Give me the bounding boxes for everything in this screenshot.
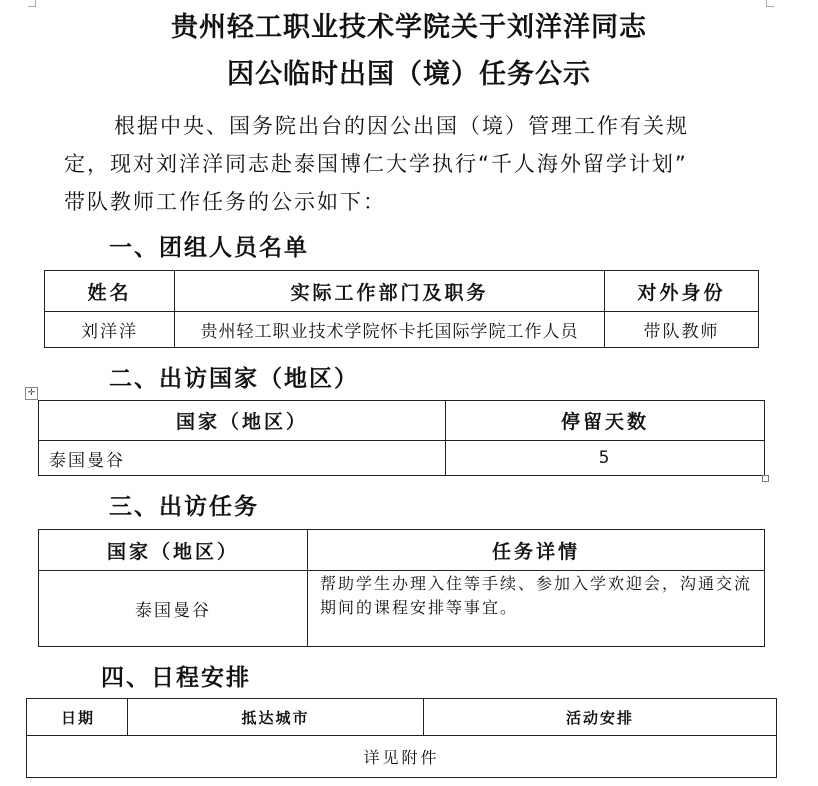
tasks-cell-country: 泰国曼谷 (39, 571, 308, 647)
section2-heading: 二、出访国家（地区） (109, 366, 359, 392)
tasks-cell-details: 帮助学生办理入住等手续、参加入学欢迎会，沟通交流期间的课程安排等事宜。 (308, 571, 765, 647)
table-resize-handle[interactable] (762, 475, 769, 482)
table-row (39, 571, 765, 647)
schedule-header-city: 抵达城市 (128, 699, 424, 736)
document-title-line2: 因公临时出国（境）任务公示 (227, 59, 591, 90)
section3-heading: 三、出访任务 (109, 494, 259, 520)
section1-heading: 一、团组人员名单 (109, 235, 309, 261)
schedule-header-date: 日期 (27, 699, 128, 736)
intro-line-1: 根据中央、国务院出台的因公出国（境）管理工作有关规 (114, 114, 689, 138)
section4-heading: 四、日程安排 (101, 665, 251, 691)
document-title-line1: 贵州轻工职业技术学院关于刘洋洋同志 (171, 12, 647, 43)
countries-header-country: 国家（地区） (39, 401, 446, 441)
tasks-table (38, 529, 765, 647)
personnel-cell-identity: 带队教师 (605, 312, 759, 348)
schedule-header-activity: 活动安排 (424, 699, 777, 736)
personnel-cell-name: 刘洋洋 (45, 312, 175, 348)
personnel-table (44, 270, 759, 348)
tasks-header-details: 任务详情 (308, 530, 765, 571)
table-row (39, 441, 765, 476)
personnel-header-identity: 对外身份 (605, 271, 759, 312)
table-row (27, 736, 777, 778)
personnel-header-name: 姓名 (45, 271, 175, 312)
countries-header-days: 停留天数 (446, 401, 765, 441)
move-handle-icon[interactable]: ✛ (25, 387, 38, 400)
countries-cell-days: 5 (446, 441, 765, 476)
personnel-header-dept: 实际工作部门及职务 (175, 271, 605, 312)
tasks-header-country: 国家（地区） (39, 530, 308, 571)
table-row (45, 312, 759, 348)
countries-cell-country: 泰国曼谷 (39, 441, 446, 476)
personnel-cell-dept: 贵州轻工职业技术学院怀卡托国际学院工作人员 (175, 312, 605, 348)
schedule-note: 详见附件 (27, 736, 777, 778)
intro-line-3: 带队教师工作任务的公示如下： (64, 190, 386, 214)
schedule-table (26, 698, 777, 778)
intro-line-2: 定，现对刘洋洋同志赴泰国博仁大学执行“千人海外留学计划” (64, 152, 688, 176)
countries-table (38, 400, 765, 476)
